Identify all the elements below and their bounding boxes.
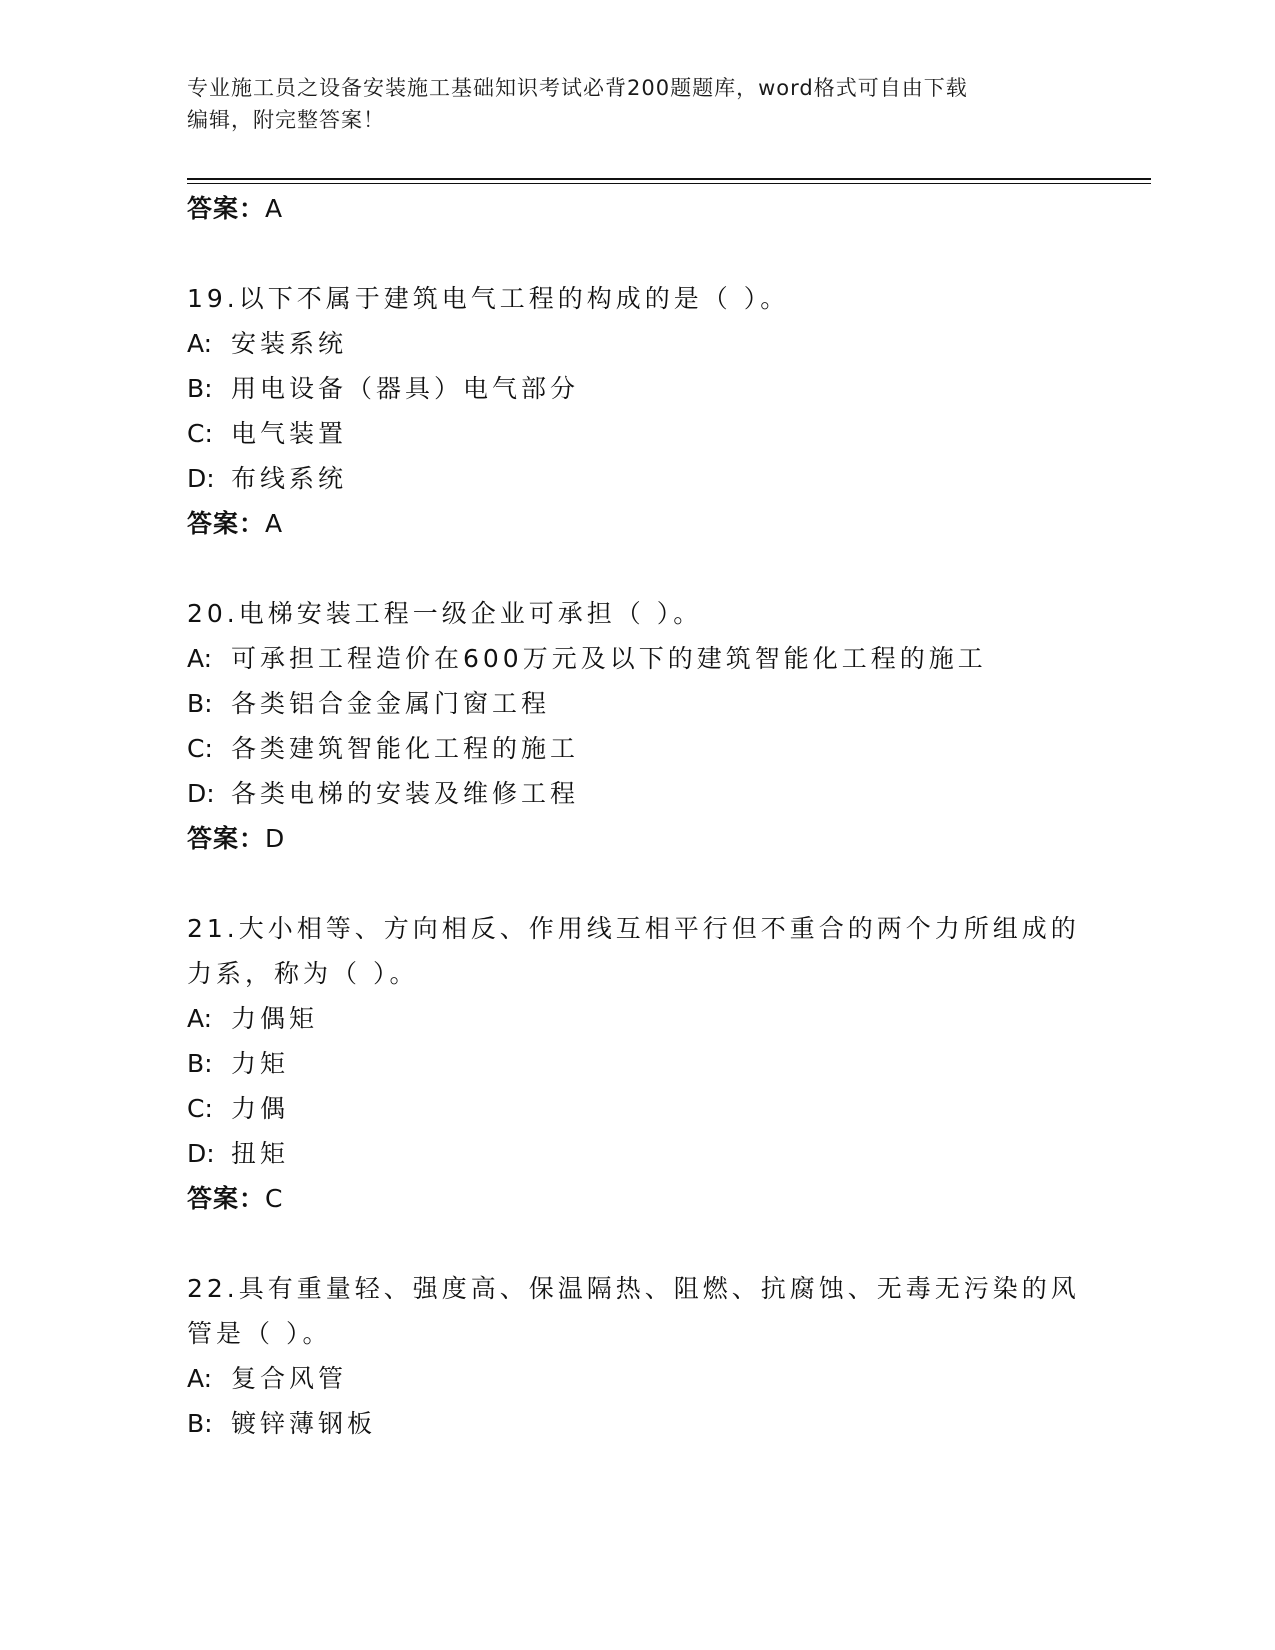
option-b	[187, 1401, 1087, 1446]
option-text: 电气装置	[231, 419, 348, 448]
answer-label: 答案：	[187, 509, 266, 538]
question-20	[187, 591, 1087, 862]
question-list	[187, 186, 1087, 1446]
header-line-1: 专业施工员之设备安装施工基础知识考试必背200题题库，word格式可自由下载	[187, 76, 968, 100]
option-d	[187, 456, 1087, 501]
answer-value: D	[265, 824, 286, 853]
option-a	[187, 321, 1087, 366]
option-letter: B:	[187, 1409, 213, 1438]
option-letter: B:	[187, 374, 213, 403]
header-line-2: 编辑，附完整答案！	[187, 108, 385, 132]
option-text: 镀锌薄钢板	[231, 1409, 377, 1438]
option-c	[187, 1086, 1087, 1131]
option-letter: B:	[187, 689, 213, 718]
question-19	[187, 276, 1087, 547]
option-text: 力偶矩	[231, 1004, 319, 1033]
option-text: 力偶	[231, 1094, 290, 1123]
option-letter: A:	[187, 1004, 213, 1033]
option-letter: A:	[187, 329, 213, 358]
option-text: 扭矩	[231, 1139, 290, 1168]
answer-line	[187, 816, 1087, 862]
option-letter: C:	[187, 1094, 213, 1123]
question-21	[187, 906, 1087, 1222]
option-c	[187, 411, 1087, 456]
answer-value: C	[265, 1184, 284, 1213]
option-b	[187, 366, 1087, 411]
option-letter: D:	[187, 464, 215, 493]
option-letter: D:	[187, 779, 215, 808]
option-text: 各类建筑智能化工程的施工	[231, 734, 580, 763]
option-letter: A:	[187, 644, 213, 673]
header-rule-thin	[187, 183, 1151, 184]
option-b	[187, 681, 1087, 726]
answer-label: 答案：	[187, 824, 266, 853]
option-letter: D:	[187, 1139, 215, 1168]
option-letter: C:	[187, 734, 213, 763]
option-text: 各类铝合金金属门窗工程	[231, 689, 551, 718]
answer-label: 答案：	[187, 194, 266, 223]
option-a	[187, 996, 1087, 1041]
answer-line	[187, 1176, 1087, 1222]
answer-label: 答案：	[187, 1184, 266, 1213]
option-text: 力矩	[231, 1049, 290, 1078]
question-stem: 22.具有重量轻、强度高、保温隔热、阻燃、抗腐蚀、无毒无污染的风管是（ ）。	[187, 1274, 1080, 1348]
answer-value: A	[265, 509, 284, 538]
option-a	[187, 1356, 1087, 1401]
option-a	[187, 636, 1087, 681]
option-d	[187, 771, 1087, 816]
option-text: 各类电梯的安装及维修工程	[231, 779, 580, 808]
option-text: 用电设备（器具）电气部分	[231, 374, 580, 403]
option-text: 可承担工程造价在600万元及以下的建筑智能化工程的施工	[231, 644, 987, 673]
answer-line	[187, 501, 1087, 547]
answer-value: A	[265, 194, 284, 223]
option-text: 布线系统	[231, 464, 348, 493]
document-header	[187, 72, 1077, 136]
option-letter: A:	[187, 1364, 213, 1393]
option-letter: C:	[187, 419, 213, 448]
question-22	[187, 1266, 1087, 1446]
option-d	[187, 1131, 1087, 1176]
question-stem: 20.电梯安装工程一级企业可承担（ ）。	[187, 599, 703, 628]
option-text: 复合风管	[231, 1364, 348, 1393]
question-stem: 19.以下不属于建筑电气工程的构成的是（ ）。	[187, 284, 790, 313]
option-c	[187, 726, 1087, 771]
option-text: 安装系统	[231, 329, 348, 358]
option-letter: B:	[187, 1049, 213, 1078]
option-b	[187, 1041, 1087, 1086]
answer-line	[187, 186, 1087, 232]
header-rule-thick	[187, 178, 1151, 180]
question-stem: 21.大小相等、方向相反、作用线互相平行但不重合的两个力所组成的力系，称为（ ）。	[187, 914, 1080, 988]
